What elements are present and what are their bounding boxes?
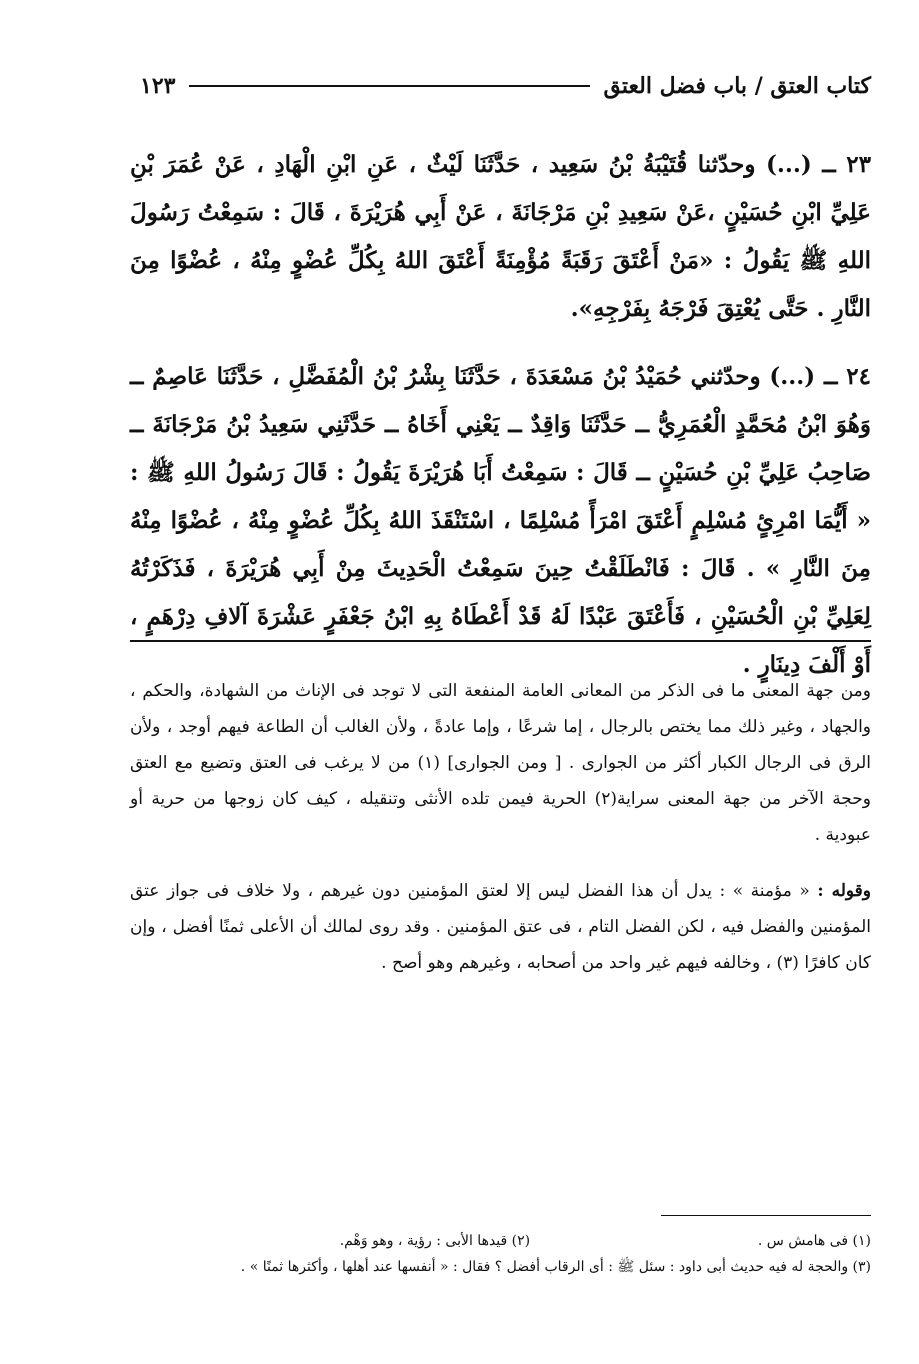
header-rule bbox=[189, 85, 589, 87]
commentary-paragraph-1: ومن جهة المعنى ما فى الذكر من المعانى العامة المنفعة التى لا توجد فى الإناث من الشهادة، والحكم ، والجهاد ، وغير ذلك مما يختص بالرجال ، إما شرعًا ، وإما عادةً ، ولأن الغالب أن الطاعة فيهم أوجد ، ولأن الرق فى الرجال الكبار أكثر من الجوارى . [ ومن الجوارى] (١) من لا يرغب فى العتق وتضيع مع العتق وحجة الآخر من جهة المعنى سراية(٢) الحرية فيمن تلده الأنثى وتنقيله ، كيف كان زوجها من حرية أو عبودية . bbox=[130, 681, 872, 845]
running-header bbox=[140, 68, 871, 104]
page-number: ١٢٣ bbox=[140, 73, 176, 99]
footnote-row bbox=[130, 1228, 871, 1254]
hadith-23: ٢٣ ــ (...) وحدّثنا قُتَيْبَةُ بْنُ سَعِيد ، حَدَّثَنَا لَيْثٌ ، عَنِ ابْنِ الْهَادِ ، عَنْ عُمَرَ بْنِ عَلِيِّ ابْنِ حُسَيْنٍ ،عَنْ سَعِيدِ بْنِ مَرْجَانَةَ ، عَنْ أَبِي هُرَيْرَةَ ، قَالَ : سَمِعْتُ رَسُولَ اللهِ ﷺ يَقُولُ : «مَنْ أَعْتَقَ رَقَبَةً مُؤْمِنَةً أَعْتَقَ اللهُ بِكُلِّ عُضْوٍ مِنْهُ ، عُضْوًا مِنَ النَّارِ . حَتَّى يُعْتِقَ فَرْجَهُ بِفَرْجِهِ». bbox=[130, 151, 871, 322]
commentary-lead: وقوله : bbox=[817, 881, 872, 901]
footnote-3: (٣) والحجة له فيه حديث أبى داود : سئل ﷺ : أى الرقاب أفضل ؟ فقال : « أنفسها عند أهلها ، وأكثرها ثمنًا » . bbox=[240, 1259, 871, 1275]
footnote-1: (١) فى هامش س . bbox=[757, 1233, 871, 1249]
commentary-paragraph-2 bbox=[130, 873, 871, 981]
footnote-2: (٢) قيدها الأبى : رؤية ، وهو وَهْم. bbox=[339, 1233, 531, 1249]
footnotes bbox=[130, 1228, 871, 1280]
section-divider bbox=[130, 640, 871, 642]
footnote-rule bbox=[661, 1215, 871, 1216]
hadith-24: ٢٤ ــ (...) وحدّثني حُمَيْدُ بْنُ مَسْعَدَةَ ، حَدَّثَنَا بِشْرُ بْنُ الْمُفَضَّلِ ، حَدَّثَنَا عَاصِمٌ ــ وَهُوَ ابْنُ مُحَمَّدٍ الْعُمَرِيُّ ــ حَدَّثَنَا وَاقِدٌ ــ يَعْنِي أَخَاهُ ــ حَدَّثَنِي سَعِيدُ بْنُ مَرْجَانَةَ ــ صَاحِبُ عَلِيِّ بْنِ حُسَيْنٍ ــ قَالَ : سَمِعْتُ أَبَا هُرَيْرَةَ يَقُولُ : قَالَ رَسُولُ اللهِ ﷺ : « أَيُّمَا امْرِئٍ مُسْلِمٍ أَعْتَقَ امْرَأً مُسْلِمًا ، اسْتَنْقَذَ اللهُ بِكُلِّ عُضْوٍ مِنْهُ ، عُضْوًا مِنْهُ مِنَ النَّارِ » . قَالَ : فَانْطَلَقْتُ حِينَ سَمِعْتُ الْحَدِيثَ مِنْ أَبِي هُرَيْرَةَ ، فَذَكَرْتُهُ لِعَلِيِّ بْنِ الْحُسَيْنِ ، فَأَعْتَقَ عَبْدًا لَهُ قَدْ أَعْطَاهُ بِهِ ابْنُ جَعْفَرٍ عَشْرَةَ آلافِ دِرْهَمٍ ، أَوْ أَلْفَ دِينَارٍ . bbox=[130, 363, 871, 678]
header-title: كتاب العتق / باب فضل العتق bbox=[603, 73, 871, 99]
commentary-body: « مؤمنة » : يدل أن هذا الفضل ليس إلا لعتق المؤمنين دون غيرهم ، ولا خلاف فى جواز عتق المؤمنين والفضل فيه ، لكن الفضل التام ، فى عتق المؤمنين . وقد روى لمالك أن الأعلى ثمنًا أفضل ، وإن كان كافرًا (٣) ، وخالفه فيهم غير واحد من أصحابه ، وغيرهم وهو أصح . bbox=[130, 881, 871, 973]
